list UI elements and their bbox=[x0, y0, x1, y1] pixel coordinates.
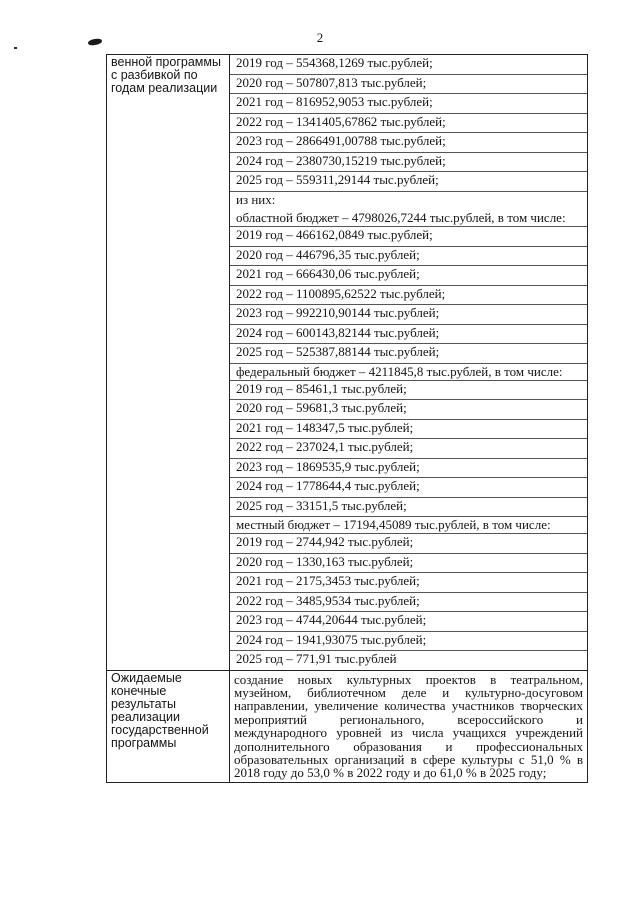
funding-row bbox=[107, 55, 588, 671]
funding-line: 2019 год – 554368,1269 тыс.рублей; bbox=[230, 55, 587, 75]
funding-line: 2020 год – 446796,35 тыс.рублей; bbox=[230, 247, 587, 267]
funding-line: 2023 год – 1869535,9 тыс.рублей; bbox=[230, 459, 587, 479]
funding-line: 2020 год – 507807,813 тыс.рублей; bbox=[230, 75, 587, 95]
funding-line: 2021 год – 2175,3453 тыс.рублей; bbox=[230, 573, 587, 593]
funding-line: 2023 год – 992210,90144 тыс.рублей; bbox=[230, 305, 587, 325]
program-passport-table bbox=[106, 54, 588, 783]
funding-line: 2024 год – 1778644,4 тыс.рублей; bbox=[230, 478, 587, 498]
funding-line: 2021 год – 816952,9053 тыс.рублей; bbox=[230, 94, 587, 114]
funding-line: 2024 год – 600143,82144 тыс.рублей; bbox=[230, 325, 587, 345]
funding-line: 2021 год – 148347,5 тыс.рублей; bbox=[230, 420, 587, 440]
funding-label: венной программы с разбивкой по годам реализации bbox=[111, 55, 221, 95]
results-label-cell bbox=[107, 670, 230, 782]
funding-line: 2019 год – 466162,0849 тыс.рублей; bbox=[230, 227, 587, 247]
funding-line: 2025 год – 771,91 тыс.рублей bbox=[236, 651, 397, 666]
budget-heading-federal: федеральный бюджет – 4211845,8 тыс.рублей, в том числе: bbox=[230, 364, 587, 381]
page-number: 2 bbox=[316, 30, 324, 45]
funding-line: 2019 год – 85461,1 тыс.рублей; bbox=[230, 381, 587, 401]
funding-line: 2022 год – 3485,9534 тыс.рублей; bbox=[230, 593, 587, 613]
funding-subheading: из них: bbox=[236, 191, 276, 207]
funding-label-cell bbox=[107, 55, 230, 671]
funding-line: 2022 год – 1341405,67862 тыс.рублей; bbox=[230, 114, 587, 134]
funding-line: 2020 год – 59681,3 тыс.рублей; bbox=[230, 400, 587, 420]
funding-line: 2022 год – 237024,1 тыс.рублей; bbox=[230, 439, 587, 459]
results-text-cell bbox=[230, 670, 588, 782]
funding-line: 2023 год – 2866491,00788 тыс.рублей; bbox=[230, 133, 587, 153]
funding-line: 2024 год – 2380730,15219 тыс.рублей; bbox=[230, 153, 587, 173]
results-row bbox=[107, 670, 588, 782]
funding-values-cell bbox=[230, 55, 588, 671]
funding-line: 2024 год – 1941,93075 тыс.рублей; bbox=[230, 632, 587, 652]
funding-line: 2022 год – 1100895,62522 тыс.рублей; bbox=[230, 286, 587, 306]
budget-heading-regional: областной бюджет – 4798026,7244 тыс.рублей, в том числе: bbox=[230, 210, 587, 227]
scan-artifact-dot bbox=[14, 47, 17, 49]
funding-line: 2020 год – 1330,163 тыс.рублей; bbox=[230, 554, 587, 574]
funding-line: 2025 год – 559311,29144 тыс.рублей; bbox=[230, 172, 587, 192]
budget-heading-local: местный бюджет – 17194,45089 тыс.рублей, в том числе: bbox=[230, 517, 587, 534]
funding-line: 2023 год – 4744,20644 тыс.рублей; bbox=[230, 612, 587, 632]
funding-line: 2025 год – 33151,5 тыс.рублей; bbox=[230, 498, 587, 518]
results-text: создание новых культурных проектов в театральном, музейном, библиотечном деле и культурно-досуговом направлении, увеличение количества участников творческих мероприятий регионального, всероссийского и международного уровней из числа учащихся учреждений дополнительного образования и профессиональных образовательных организаций в сфере культуры с 51,0 % в 2018 году до 53,0 % в 2022 году и до 61,0 % в 2025 году; bbox=[234, 671, 583, 781]
funding-line: 2021 год – 666430,06 тыс.рублей; bbox=[230, 266, 587, 286]
results-label: Ожидаемые конечные результаты реализации государственной программы bbox=[111, 670, 209, 750]
funding-line: 2019 год – 2744,942 тыс.рублей; bbox=[230, 534, 587, 554]
funding-line: 2025 год – 525387,88144 тыс.рублей; bbox=[230, 344, 587, 364]
